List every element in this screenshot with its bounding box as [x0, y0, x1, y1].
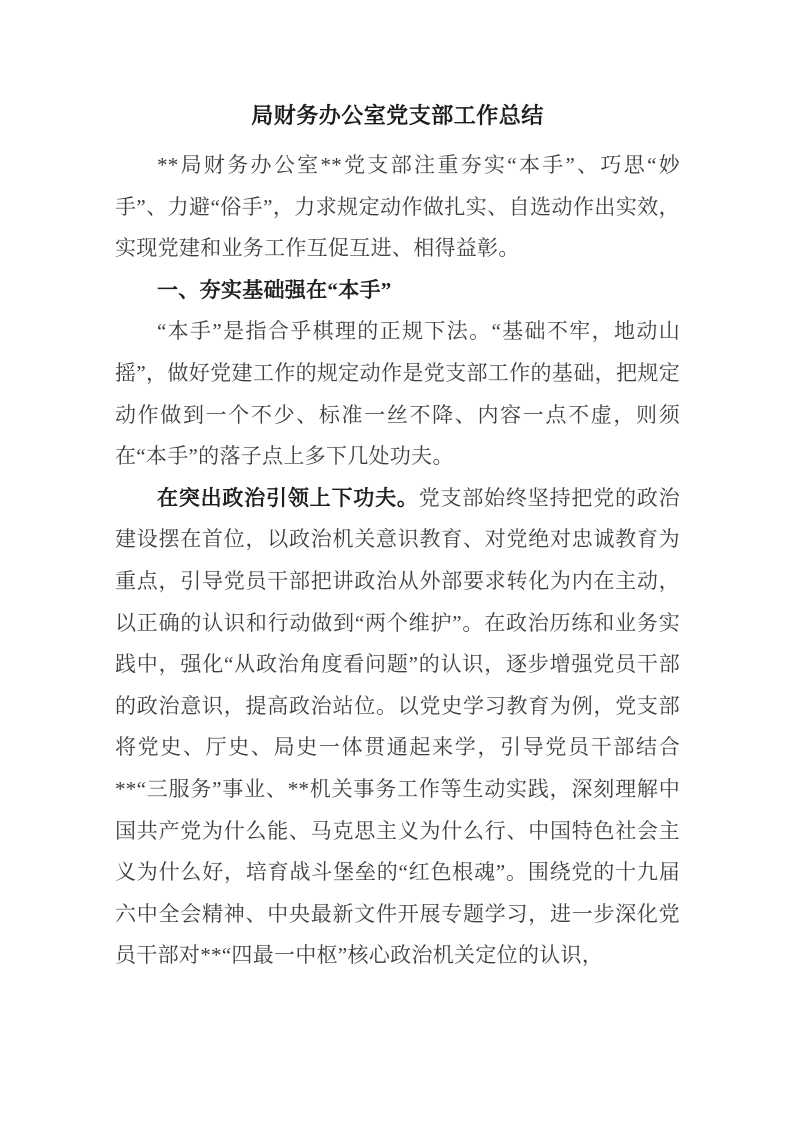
body-paragraph [115, 311, 680, 477]
text-run: 党支部始终坚持把党的政治建设摆在首位，以政治机关意识教育、对党绝对忠诚教育为重点，引导党员干部把讲政治从外部要求转化为内在主动，以正确的认识和行动做到“两个维护”。在政治历练和业务实践中，强化“从政治角度看问题”的认识，逐步增强党员干部的政治意识，提高政治站位。以党史学习教育为例，党支部将党史、厅史、局史一体贯通起来学，引导党员干部结合**“三服务”事业、**机关事务工作等生动实践，深刻理解中国共产党为什么能、马克思主义为什么行、中国特色社会主义为什么好，培育战斗堡垒的“红色根魂”。围绕党的十九届六中全会精神、中央最新文件开展专题学习，进一步深化党员干部对**“四最一中枢”核心政治机关定位的认识， [115, 485, 680, 968]
body-paragraph [115, 145, 680, 270]
bold-text-run: 在突出政治引领上下功夫。 [157, 485, 419, 510]
text-run: **局财务办公室**党支部注重夯实“本手”、巧思“妙手”、力避“俗手”，力求规定动作做扎实、自选动作出实效，实现党建和业务工作互促互进、相得益彰。 [115, 153, 680, 261]
bold-text-run: 一、夯实基础强在“本手” [157, 277, 392, 302]
text-run: “本手”是指合乎棋理的正规下法。“基础不牢，地动山摇”，做好党建工作的规定动作是党支部工作的基础，把规定动作做到一个不少、标准一丝不降、内容一点不虚，则须在“本手”的落子点上多下几处功夫。 [115, 319, 680, 469]
document-body [115, 145, 680, 977]
document-content [115, 95, 680, 977]
document-title: 局财务办公室党支部工作总结 [251, 103, 544, 128]
body-paragraph [115, 478, 680, 977]
section-heading [115, 270, 680, 312]
